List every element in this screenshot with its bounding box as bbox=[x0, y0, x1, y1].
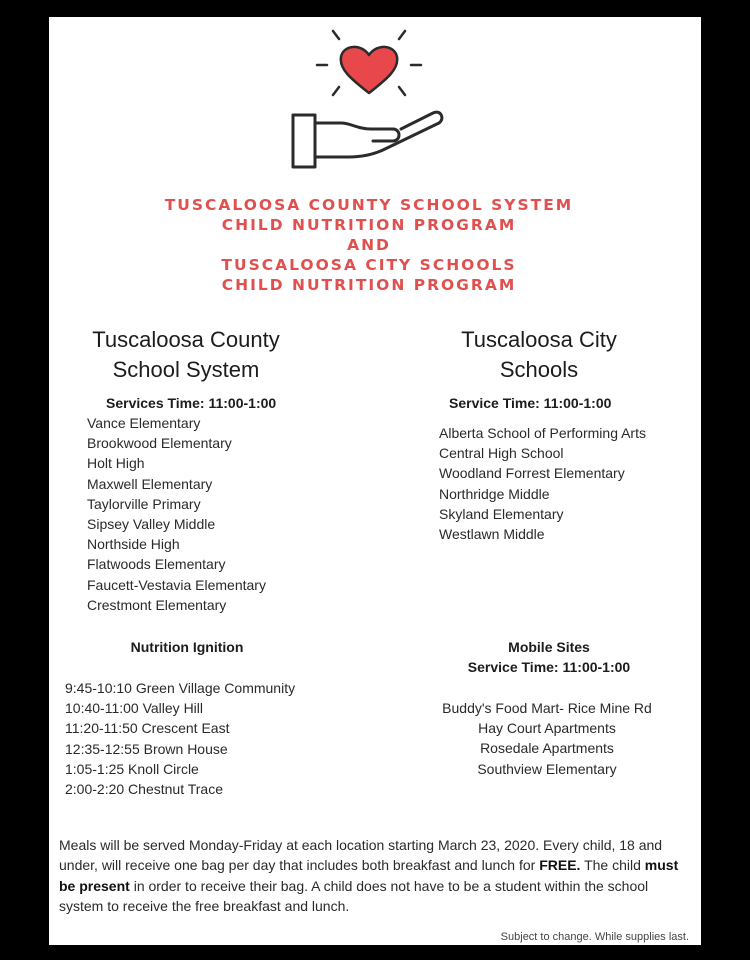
list-item: 1:05-1:25 Knoll Circle bbox=[65, 760, 199, 777]
county-heading bbox=[69, 325, 303, 385]
county-heading-line1: Tuscaloosa County bbox=[92, 327, 280, 352]
city-school-list bbox=[439, 423, 646, 544]
title-line: TUSCALOOSA COUNTY SCHOOL SYSTEM bbox=[164, 196, 574, 214]
notice-text: in order to receive their bag. A child does not have to be a student within the school system to receive the free breakfast and lunch. bbox=[59, 877, 649, 914]
footer-note: Subject to change. While supplies last. bbox=[500, 931, 689, 943]
meal-notice bbox=[59, 835, 694, 916]
list-item: Hay Court Apartments bbox=[478, 720, 616, 737]
city-service-time: Service Time: 11:00-1:00 bbox=[449, 395, 612, 411]
list-item: 2:00-2:20 Chestnut Trace bbox=[65, 781, 223, 798]
nutrition-ignition-list bbox=[65, 678, 295, 799]
list-item: Central High School bbox=[439, 445, 564, 462]
mobile-sites-list bbox=[429, 698, 665, 779]
hand-holding-heart-icon bbox=[289, 23, 449, 173]
list-item: Sipsey Valley Middle bbox=[87, 516, 216, 533]
list-item: Woodland Forrest Elementary bbox=[439, 465, 625, 482]
title-line: CHILD NUTRITION PROGRAM bbox=[221, 276, 517, 294]
program-titles bbox=[49, 195, 689, 295]
list-item: Holt High bbox=[87, 455, 145, 472]
title-line: CHILD NUTRITION PROGRAM bbox=[221, 216, 517, 234]
title-line: TUSCALOOSA CITY SCHOOLS bbox=[221, 256, 517, 274]
list-item: Northside High bbox=[87, 536, 180, 553]
list-item: Brookwood Elementary bbox=[87, 435, 232, 452]
notice-bold-free: FREE. bbox=[539, 857, 581, 874]
county-heading-line2: School System bbox=[112, 357, 260, 382]
list-item: Maxwell Elementary bbox=[87, 475, 213, 492]
list-item: Westlawn Middle bbox=[439, 526, 545, 543]
flyer-page bbox=[49, 17, 701, 945]
city-heading-line1: Tuscaloosa City bbox=[461, 327, 617, 352]
list-item: Alberta School of Performing Arts bbox=[439, 425, 646, 441]
list-item: Faucett-Vestavia Elementary bbox=[87, 576, 266, 593]
notice-text: The child bbox=[580, 857, 645, 874]
list-item: Northridge Middle bbox=[439, 485, 550, 502]
list-item: 9:45-10:10 Green Village Community bbox=[65, 680, 296, 696]
list-item: Rosedale Apartments bbox=[480, 740, 614, 757]
city-heading bbox=[429, 325, 649, 385]
notice-text: Meals will be served Monday-Friday at each location starting March 23, 2020. Every child, 18 and under, will receive one bag per day that includes both breakfast and lunch for bbox=[59, 837, 663, 874]
list-item: Flatwoods Elementary bbox=[87, 556, 226, 573]
county-school-list bbox=[87, 413, 266, 615]
title-line: AND bbox=[347, 236, 391, 254]
list-item: Vance Elementary bbox=[87, 415, 201, 431]
mobile-service-time: Service Time: 11:00-1:00 bbox=[467, 659, 631, 675]
list-item: Skyland Elementary bbox=[439, 505, 564, 522]
list-item: 12:35-12:55 Brown House bbox=[65, 740, 228, 757]
mobile-sites-heading: Mobile Sites bbox=[508, 639, 590, 655]
county-service-time: Services Time: 11:00-1:00 bbox=[106, 395, 277, 411]
list-item: Taylorville Primary bbox=[87, 495, 201, 512]
list-item: Southview Elementary bbox=[477, 760, 617, 777]
nutrition-ignition-heading: Nutrition Ignition bbox=[130, 639, 244, 655]
notice-bold-present: must be present bbox=[59, 857, 679, 894]
list-item: Buddy's Food Mart- Rice Mine Rd bbox=[442, 700, 652, 716]
city-heading-line2: Schools bbox=[499, 357, 579, 382]
list-item: Crestmont Elementary bbox=[87, 596, 227, 613]
list-item: 11:20-11:50 Crescent East bbox=[65, 720, 230, 737]
list-item: 10:40-11:00 Valley Hill bbox=[65, 700, 204, 717]
